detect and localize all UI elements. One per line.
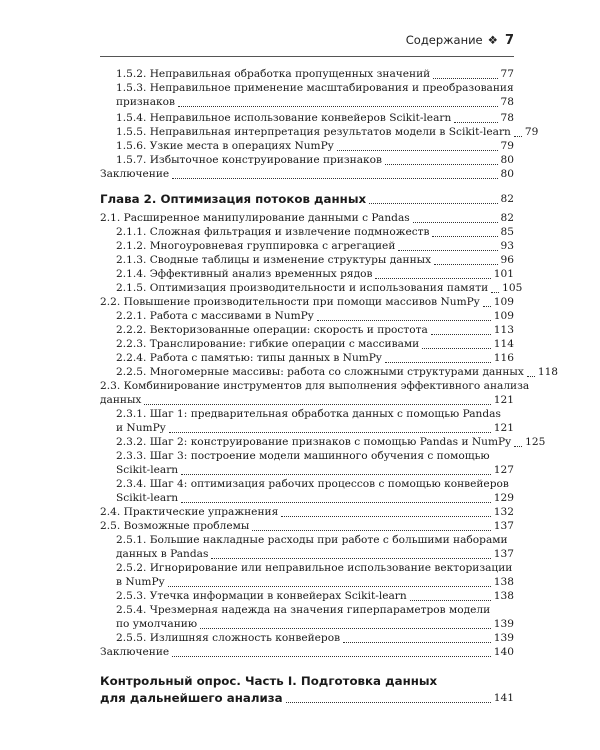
header-title: Содержание (405, 33, 483, 47)
dot-leader (491, 292, 499, 293)
dot-leader (286, 702, 491, 703)
toc-entry-page: 139 (493, 618, 514, 630)
header-rule (100, 56, 514, 57)
toc-entry-title: 2.2. Повышение производительности при помощи массивов NumPy (100, 296, 480, 308)
toc-entry-title: 2.5.1. Большие накладные расходы при работе с большими наборами (116, 534, 508, 546)
toc-entry-page: 77 (500, 68, 514, 80)
toc-entry-title: 2.1.5. Оптимизация производительности и использования памяти (116, 282, 489, 294)
toc-entry-title: в NumPy (116, 576, 165, 588)
toc-entry-page: 121 (493, 422, 514, 434)
toc-entry-title: 1.5.4. Неправильное использование конвейеров Scikit-learn (116, 112, 452, 124)
toc-entry-title: 2.5.3. Утечка информации в конвейерах Scikit-learn (116, 590, 407, 602)
dot-leader (398, 250, 497, 251)
dot-leader (281, 516, 491, 517)
toc-entry-title: 2.2.5. Многомерные массивы: работа со сложными структурами данных (116, 366, 524, 378)
dot-leader (168, 586, 491, 587)
page-number: 7 (504, 32, 514, 48)
toc-entry-title: Заключение (100, 168, 170, 180)
toc-entry-title: 2.1. Расширенное манипулирование данными с Pandas (100, 212, 410, 224)
toc-entry-page: 137 (493, 548, 514, 560)
toc-entry-page: 129 (493, 492, 514, 504)
toc-entry-title: 2.5.4. Чрезмерная надежда на значения гиперпараметров модели (116, 604, 491, 616)
toc-entry-page: 109 (493, 296, 514, 308)
toc-entry-page: 116 (493, 352, 514, 364)
toc-entry-title: 1.5.3. Неправильное применение масштабирования и преобразования (116, 82, 514, 94)
ornament-icon: ❖ (487, 33, 498, 47)
toc-entry-page: 132 (493, 506, 514, 518)
toc-entry-title: 2.2.1. Работа с массивами в NumPy (116, 310, 314, 322)
toc-entry-title: Контрольный опрос. Часть I. Подготовка данных (100, 674, 438, 688)
dot-leader (144, 404, 490, 405)
toc-entry-page: 121 (493, 394, 514, 406)
toc-entry-title: признаков (116, 96, 176, 108)
toc-entry-title: для дальнейшего анализа (100, 691, 283, 705)
toc-entry-title: по умолчанию (116, 618, 198, 630)
toc-entry-title: 2.1.4. Эффективный анализ временных рядов (116, 268, 373, 280)
toc-entry-page: 96 (500, 254, 514, 266)
toc-entry-title: 2.3.3. Шаг 3: построение модели машинного обучения с помощью (116, 450, 490, 462)
toc-entry-page: 79 (524, 126, 539, 138)
toc-entry-title: 1.5.7. Избыточное конструирование признаков (116, 154, 382, 166)
dot-leader (369, 203, 497, 204)
dot-leader (172, 178, 497, 179)
dot-leader (483, 306, 491, 307)
toc-entry-page: 141 (493, 692, 514, 704)
toc-entry-page: 139 (493, 632, 514, 644)
toc-entry-title: 2.5.5. Излишняя сложность конвейеров (116, 632, 341, 644)
toc-entry-title: Глава 2. Оптимизация потоков данных (100, 192, 367, 206)
toc-entry-page: 113 (493, 324, 514, 336)
toc-entry-page: 137 (493, 520, 514, 532)
toc-entry-title: данных (100, 394, 142, 406)
toc-entry-title: и NumPy (116, 422, 166, 434)
toc-entry-title: 2.2.4. Работа с памятью: типы данных в NumPy (116, 352, 382, 364)
dot-leader (200, 628, 491, 629)
dot-leader (181, 502, 491, 503)
dot-leader (375, 278, 490, 279)
toc-entry-page: 140 (493, 646, 514, 658)
toc-entry-title: 2.2.2. Векторизованные операции: скорость и простота (116, 324, 428, 336)
toc-entry-title: Scikit-learn (116, 464, 179, 476)
toc-entry-page: 105 (502, 282, 523, 294)
dot-leader (514, 136, 522, 137)
toc-entry-title: 1.5.5. Неправильная интерпретация результатов модели в Scikit-learn (116, 126, 511, 138)
toc-entry-title: 2.3.4. Шаг 4: оптимизация рабочих процессов с помощью конвейеров (116, 478, 509, 490)
toc-entry-page: 93 (500, 240, 514, 252)
toc-entry-page: 80 (500, 168, 514, 180)
toc-entry-page: 78 (500, 112, 514, 124)
toc-entry-title: 2.4. Практические упражнения (100, 506, 279, 518)
toc-entry-title: 2.5. Возможные проблемы (100, 520, 250, 532)
dot-leader (432, 236, 497, 237)
dot-leader (422, 348, 491, 349)
toc-entry-page: 82 (500, 193, 514, 205)
dot-leader (431, 334, 491, 335)
dot-leader (433, 78, 497, 79)
toc-entry-title: 2.3. Комбинирование инструментов для выполнения эффективного анализа (100, 380, 530, 392)
toc-entry-title: 2.1.2. Многоуровневая группировка с агрегацией (116, 240, 396, 252)
toc-entry-page: 138 (493, 576, 514, 588)
toc-entry-page: 82 (500, 212, 514, 224)
dot-leader (211, 558, 490, 559)
toc-entry-title: 2.5.2. Игнорирование или неправильное использование векторизации (116, 562, 513, 574)
dot-leader (337, 150, 498, 151)
toc-entry-page: 78 (500, 96, 514, 108)
toc-entry-title: 1.5.2. Неправильная обработка пропущенных значений (116, 68, 431, 80)
toc-entry-page: 101 (493, 268, 514, 280)
dot-leader (527, 376, 535, 377)
dot-leader (317, 320, 491, 321)
dot-leader (514, 446, 522, 447)
dot-leader (178, 106, 497, 107)
running-header (406, 29, 514, 51)
dot-leader (454, 122, 497, 123)
dot-leader (169, 432, 491, 433)
toc-entry-page: 118 (537, 366, 559, 378)
toc-entry-title: 1.5.6. Узкие места в операциях NumPy (116, 140, 334, 152)
toc-entry-page: 138 (493, 590, 514, 602)
dot-leader (172, 656, 491, 657)
toc-entry-title: Заключение (100, 646, 170, 658)
toc-entry-title: 2.1.3. Сводные таблицы и изменение структуры данных (116, 254, 432, 266)
dot-leader (385, 164, 498, 165)
toc-entry-title: 2.3.2. Шаг 2: конструирование признаков с помощью Pandas и NumPy (116, 436, 512, 448)
toc-entry-title: 2.2.3. Транслирование: гибкие операции с массивами (116, 338, 420, 350)
toc-entry-page: 85 (500, 226, 514, 238)
toc-entry-title: Scikit-learn (116, 492, 179, 504)
toc-entry-page: 114 (493, 338, 514, 350)
toc-entry-page: 79 (500, 140, 514, 152)
dot-leader (343, 642, 491, 643)
toc-entry-title: 2.1.1. Сложная фильтрация и извлечение подмножеств (116, 226, 430, 238)
toc-entry-title: 2.3.1. Шаг 1: предварительная обработка данных с помощью Pandas (116, 408, 501, 420)
dot-leader (385, 362, 491, 363)
toc-entry-page: 109 (493, 310, 514, 322)
toc-entry-title: данных в Pandas (116, 548, 209, 560)
toc-entry-page: 127 (493, 464, 514, 476)
toc-entry-page: 125 (525, 436, 546, 448)
dot-leader (434, 264, 497, 265)
toc-entry-page: 80 (500, 154, 514, 166)
dot-leader (410, 600, 491, 601)
dot-leader (252, 530, 490, 531)
dot-leader (181, 474, 491, 475)
dot-leader (413, 222, 498, 223)
